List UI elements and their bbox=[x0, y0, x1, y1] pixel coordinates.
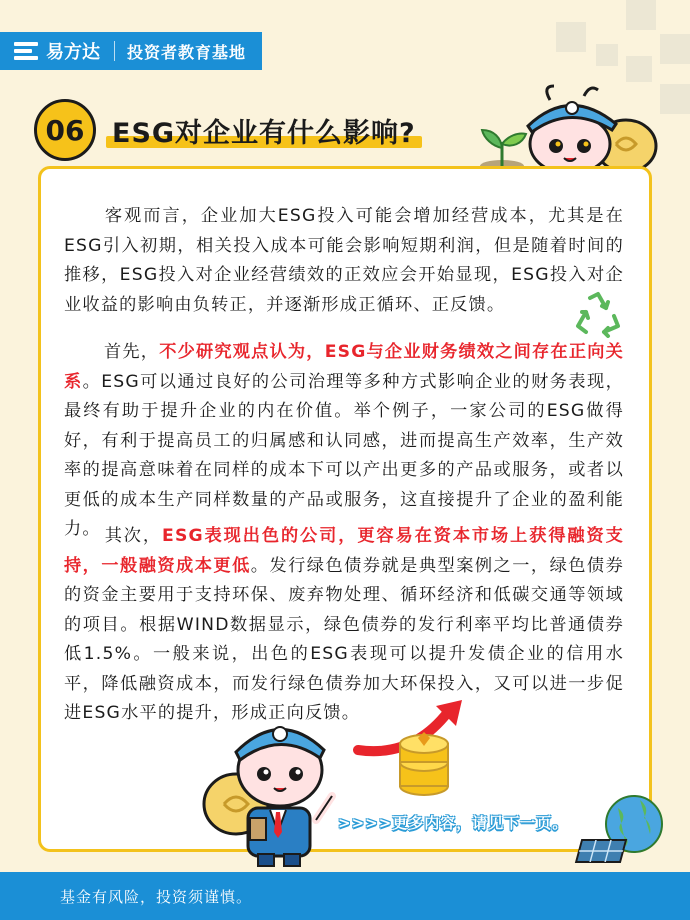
paragraph-second-point bbox=[64, 522, 624, 729]
paragraph-second-highlight: ESG表现出色的公司，更容易在资本市场上获得融资支持，一般融资成本更低 bbox=[64, 526, 624, 576]
globe-solar-icon bbox=[574, 790, 664, 870]
paragraph-intro bbox=[64, 202, 624, 320]
mascot-top-icon bbox=[520, 84, 660, 176]
paragraph-intro-text: 客观而言，企业加大ESG投入可能会增加经营成本，尤其是在ESG引入初期，相关投入成本可能会影响短期利润，但是随着时间的推移，ESG投入对企业经营绩效的正效应会开始显现，ESG投入对企业收益的影响由负转正，并逐渐形成正循环、正反馈。 bbox=[64, 206, 624, 315]
title-text: ESG对企业有什么影响? bbox=[106, 111, 422, 150]
paragraph-first-lead: 首先， bbox=[104, 342, 160, 362]
page-title bbox=[34, 100, 422, 160]
recycle-icon bbox=[572, 290, 624, 338]
brand-logo-icon bbox=[14, 42, 40, 60]
title-number-badge: 06 bbox=[34, 99, 96, 161]
footer-bar bbox=[0, 872, 690, 920]
brand-tagline: 投资者教育基地 bbox=[127, 42, 247, 62]
mascot-bottom-icon bbox=[200, 700, 350, 870]
more-content-hint: >>>>更多内容，请见下一页。 bbox=[338, 814, 569, 832]
brand-divider bbox=[114, 41, 115, 61]
paragraph-first-highlight: 不少研究观点认为，ESG与企业财务绩效之间存在正向关系 bbox=[64, 342, 624, 392]
paragraph-first-rest: 。ESG可以通过良好的公司治理等多种方式影响企业的财务表现，最终有助于提升企业的内在价值。举个例子，一家公司的ESG做得好，有利于提高员工的归属感和认同感，进而提高生产效率，生产效率的提高意味着在同样的成本下可以产出更多的产品或服务，或者以更低的成本生产同样数量的产品或服务，这直接提升了企业的盈利能力。 bbox=[64, 371, 625, 539]
paragraph-second-rest: 。发行绿色债券就是典型案例之一，绿色债券的资金主要用于支持环保、废弃物处理、循环经济和低碳交通等领域的项目。根据WIND数据显示，绿色债券的发行利率平均比普通债券低1.5%。一般来说，出色的ESG表现可以提升发债企业的信用水平，降低融资成本，而发行绿色债券加大环保投入，又可以进一步促进ESG水平的提升，形成正向反馈。 bbox=[64, 555, 624, 723]
risk-disclaimer: 基金有风险，投资须谨慎。 bbox=[60, 887, 253, 906]
brand-name: 易方达 bbox=[46, 42, 100, 63]
coins-arrow-icon bbox=[352, 698, 482, 808]
brand-bar bbox=[0, 32, 262, 70]
paragraph-second-lead: 其次， bbox=[104, 526, 163, 546]
paragraph-first-point bbox=[64, 338, 624, 545]
brand-logo bbox=[0, 32, 100, 70]
